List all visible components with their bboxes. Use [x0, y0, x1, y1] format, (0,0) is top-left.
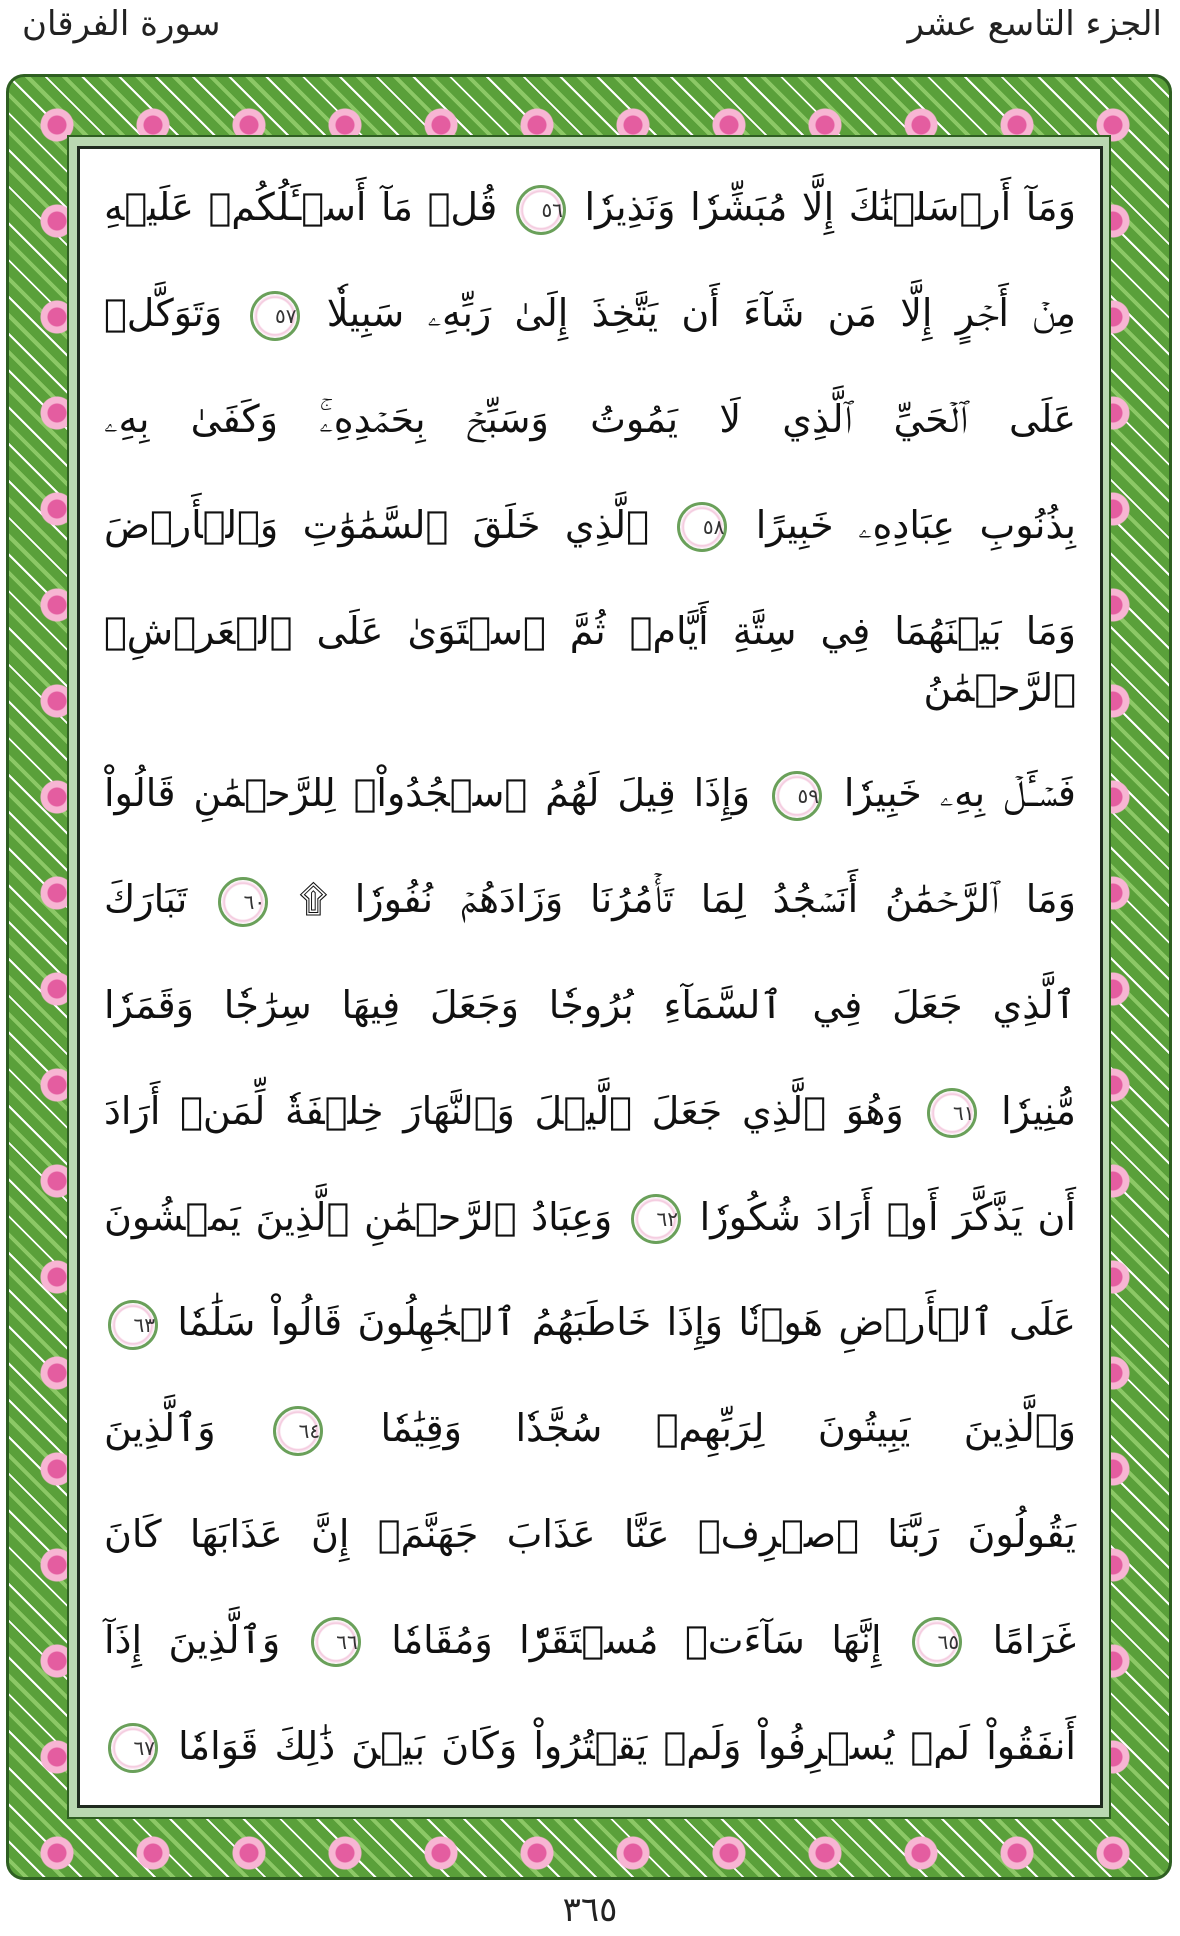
verse-text: أَن يَذَّكَّرَ أَوۡ أَرَادَ شُكُورٗا — [699, 1194, 1076, 1239]
verse-text: عَلَى ٱلۡأَرۡضِ هَوۡنٗا وَإِذَا خَاطَبَهُمُ ٱلۡجَٰهِلُونَ قَالُواْ سَلَٰمٗا — [177, 1300, 1076, 1345]
ayah-number-marker: ٦١ — [927, 1088, 977, 1138]
verse-text: ٱلَّذِي جَعَلَ فِي ٱلسَّمَآءِ بُرُوجٗا وَجَعَلَ فِيهَا سِرَٰجٗا وَقَمَرٗا — [104, 982, 1076, 1027]
verse-text: غَرَامًا — [992, 1617, 1076, 1662]
verse-text: إِنَّهَا سَآءَتۡ مُسۡتَقَرّٗا وَمُقَامٗا — [391, 1617, 882, 1662]
verse-text: بِذُنُوبِ عِبَادِهِۦ خَبِيرًا — [755, 502, 1076, 547]
verse-text: يَقُولُونَ رَبَّنَا ٱصۡرِفۡ عَنَّا عَذَابَ جَهَنَّمَۖ إِنَّ عَذَابَهَا كَانَ — [104, 1511, 1076, 1556]
ayah-number-marker: ٦٠ — [218, 877, 268, 927]
verse-text: قُلۡ مَآ أَسۡـَٔلُكُمۡ عَلَيۡهِ — [104, 185, 498, 230]
ayah-number-marker: ٦٢ — [631, 1194, 681, 1244]
verse-text: وَهُوَ ٱلَّذِي جَعَلَ ٱلَّيۡلَ وَٱلنَّهَارَ خِلۡفَةٗ لِّمَنۡ أَرَادَ — [104, 1088, 904, 1133]
verse-text: عَلَى ٱلۡحَيِّ ٱلَّذِي لَا يَمُوتُ وَسَبِّحۡ بِحَمۡدِهِۦۚ وَكَفَىٰ بِهِۦ — [104, 396, 1076, 441]
verse-text: مُّنِيرٗا — [1001, 1088, 1076, 1133]
ayah-number-marker: ٥٧ — [250, 291, 300, 341]
verse-text: تَبَارَكَ — [104, 877, 188, 922]
text-line — [104, 1294, 1076, 1351]
verse-text: وَٱلَّذِينَ يَبِيتُونَ لِرَبِّهِمۡ سُجَّدٗا وَقِيَٰمٗا — [380, 1406, 1076, 1451]
text-line — [104, 391, 1076, 448]
ayah-number-marker: ٦٦ — [311, 1617, 361, 1667]
verse-text: وَٱلَّذِينَ — [104, 1406, 216, 1451]
quran-text-panel — [77, 146, 1103, 1808]
juz-title: الجزء التاسع عشر — [907, 4, 1162, 44]
text-line — [104, 871, 1076, 928]
verse-text: مِنۡ أَجۡرٍ إِلَّا مَن شَآءَ أَن يَتَّخِذَ إِلَىٰ رَبِّهِۦ سَبِيلٗا — [326, 291, 1076, 336]
text-line — [104, 1612, 1076, 1669]
text-line — [104, 1189, 1076, 1246]
text-line — [104, 179, 1076, 236]
text-line — [104, 1718, 1076, 1775]
ayah-number-marker: ٥٩ — [772, 771, 822, 821]
page-number: ٣٦٥ — [562, 1890, 618, 1930]
verse-text: وَمَآ أَرۡسَلۡنَٰكَ إِلَّا مُبَشِّرٗا وَنَذِيرٗا — [584, 185, 1076, 230]
verse-text: وَإِذَا قِيلَ لَهُمُ ٱسۡجُدُواْۤ لِلرَّحۡمَٰنِ قَالُواْ — [104, 771, 751, 816]
verse-text: أَنفَقُواْ لَمۡ يُسۡرِفُواْ وَلَمۡ يَقۡتُرُواْ وَكَانَ بَيۡنَ ذَٰلِكَ قَوَامٗا — [178, 1723, 1076, 1768]
text-line — [104, 1083, 1076, 1140]
verse-text: وَٱلَّذِينَ إِذَآ — [104, 1617, 281, 1662]
text-line — [104, 285, 1076, 342]
verse-text: وَمَا بَيۡنَهُمَا فِي سِتَّةِ أَيَّامٖ ثُمَّ ٱسۡتَوَىٰ عَلَى ٱلۡعَرۡشِۖ ٱلرَّحۡمَٰنُ — [104, 608, 1076, 710]
ayah-number-marker: ٦٥ — [912, 1617, 962, 1667]
ayah-number-marker: ٦٤ — [273, 1406, 323, 1456]
text-line — [104, 603, 1076, 717]
text-line — [104, 497, 1076, 554]
text-line — [104, 1400, 1076, 1457]
verse-text: ٱلَّذِي خَلَقَ ٱلسَّمَٰوَٰتِ وَٱلۡأَرۡضَ — [104, 502, 649, 547]
ayah-number-marker: ٦٧ — [108, 1723, 158, 1773]
ayah-number-marker: ٦٣ — [108, 1300, 158, 1350]
verse-text: وَعِبَادُ ٱلرَّحۡمَٰنِ ٱلَّذِينَ يَمۡشُونَ — [104, 1194, 613, 1239]
text-line — [104, 977, 1076, 1034]
verse-text: وَتَوَكَّلۡ — [104, 291, 223, 336]
surah-title: سورة الفرقان — [22, 4, 221, 44]
verse-text: وَمَا ٱلرَّحۡمَٰنُ أَنَسۡجُدُ لِمَا تَأۡمُرُنَا وَزَادَهُمۡ نُفُورٗا ۩ — [299, 877, 1076, 922]
text-line — [104, 1506, 1076, 1563]
ayah-number-marker: ٥٦ — [516, 185, 566, 235]
ayah-number-marker: ٥٨ — [677, 502, 727, 552]
verse-text: فَسۡـَٔلۡ بِهِۦ خَبِيرٗا — [843, 771, 1076, 816]
text-line — [104, 765, 1076, 822]
